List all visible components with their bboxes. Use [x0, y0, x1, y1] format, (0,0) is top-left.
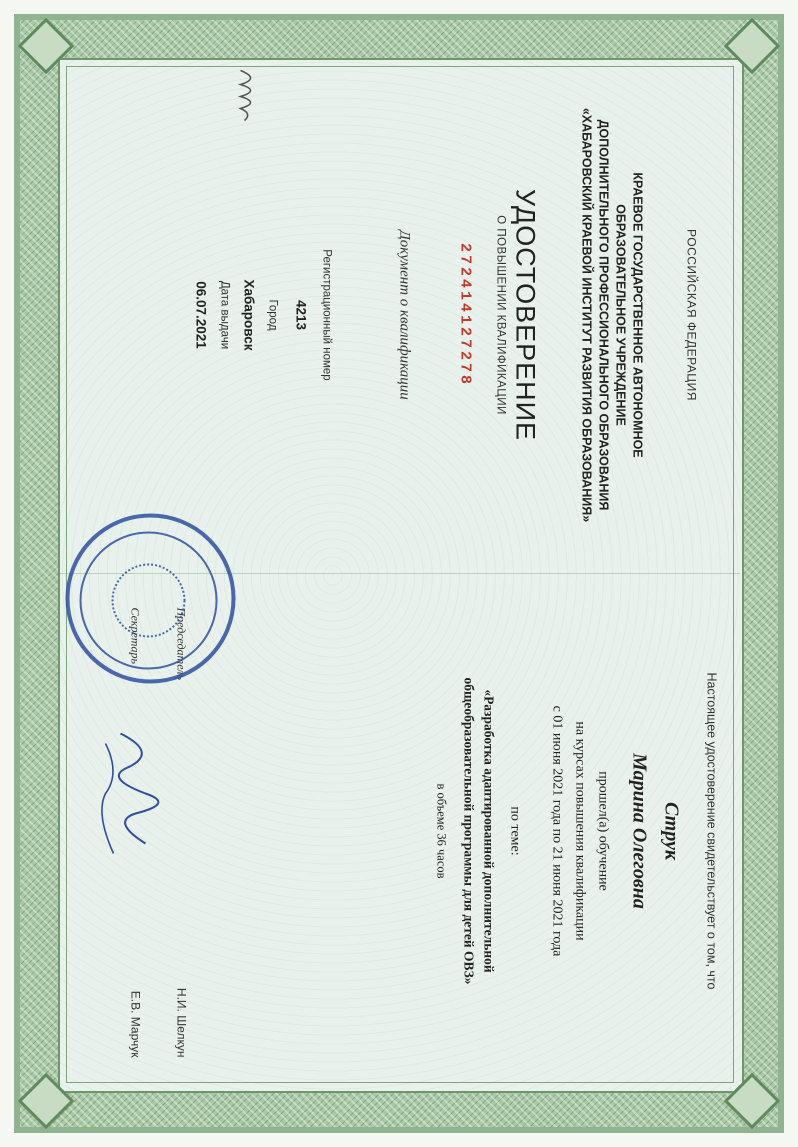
course-text: на курсах повышения квалификации: [572, 721, 587, 941]
issue-date: 06.07.2021: [193, 281, 208, 349]
reg-number-label: Регистрационный номер: [320, 249, 332, 381]
city-value: Хабаровск: [241, 279, 256, 351]
rotated-content: [58, 58, 740, 1089]
org-line-1: КРАЕВОЕ ГОСУДАРСТВЕННОЕ АВТОНОМНОЕ: [630, 172, 644, 458]
document-title: УДОСТОВЕРЕНИЕ: [510, 188, 540, 442]
document-type: Документ о квалификации: [396, 230, 412, 400]
intro-text: Настоящее удостоверение свидетельствует о том, что: [704, 672, 718, 990]
stamp-core: [111, 564, 185, 638]
official-stamp: [65, 514, 235, 684]
org-line-2: ОБРАЗОВАТЕЛЬНОЕ УЧРЕЖДЕНИЕ: [613, 204, 627, 426]
org-line-3: ДОПОЛНИТЕЛЬНОГО ПРОФЕССИОНАЛЬНОГО ОБРАЗОВАНИЯ: [596, 119, 610, 511]
country-label: РОССИЙСКАЯ ФЕДЕРАЦИЯ: [684, 229, 698, 401]
secretary-label: Секретарь: [128, 607, 142, 664]
topic-line-2: общеобразовательной программы для детей ОВЗ»: [461, 677, 476, 985]
content-half: [58, 574, 740, 1089]
secretary-name: Е.В. Марчук: [128, 990, 142, 1058]
city-label: Город: [266, 299, 278, 331]
certificate-number: 272414127278: [456, 242, 473, 388]
recipient-surname: Струк: [660, 802, 682, 860]
recipient-given-names: Марина Олеговна: [628, 753, 650, 909]
course-dates: с 01 июня 2021 года по 21 июня 2021 года: [549, 705, 564, 957]
volume-text: в объеме 36 часов: [434, 783, 448, 879]
cover-half: [58, 58, 740, 573]
issue-date-label: Дата выдачи: [218, 280, 230, 350]
handwritten-mark: [220, 66, 270, 126]
topic-line-1: «Разработка адаптированной дополнительной: [481, 689, 496, 973]
passed-text: прошел(а) обучение: [595, 771, 610, 891]
signature-scribble: [90, 724, 180, 884]
org-line-4: «ХАБАРОВСКИЙ КРАЕВОЙ ИНСТИТУТ РАЗВИТИЯ ОБРАЗОВАНИЯ»: [579, 107, 593, 523]
topic-label: по теме:: [507, 806, 522, 856]
chair-name: Н.И. Шелкун: [174, 987, 188, 1058]
reg-number: 4213: [293, 299, 308, 331]
document-subtitle: О ПОВЫШЕНИИ КВАЛИФИКАЦИИ: [494, 215, 506, 415]
chair-label: Председатель: [174, 607, 188, 680]
